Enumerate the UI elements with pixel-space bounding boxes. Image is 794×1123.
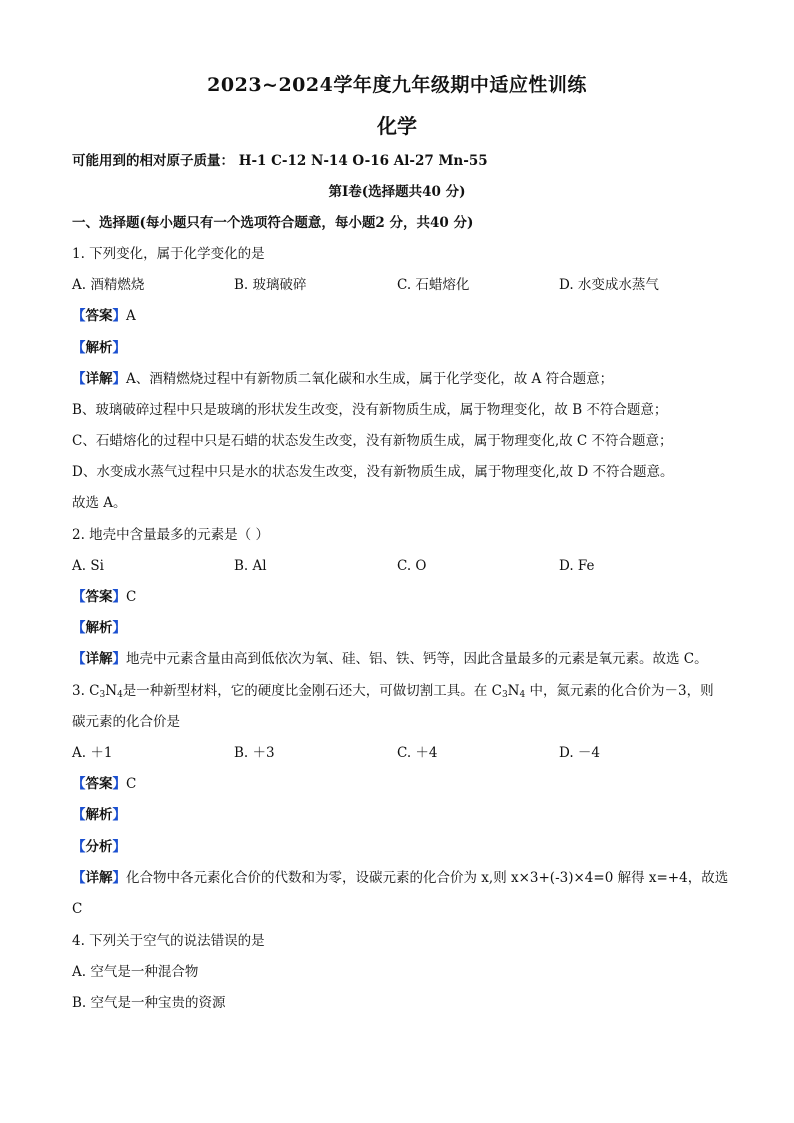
q2-option-a: A. Si (72, 558, 104, 574)
subject-title: 化学 (377, 114, 417, 138)
q1-detail-c: C、石蜡熔化的过程中只是石蜡的状态发生改变，没有新物质生成，属于物理变化,故 C 不符合题意； (72, 433, 673, 449)
q3-answer: 【答案】C (72, 776, 137, 792)
q1-option-c: C. 石蜡熔化 (397, 277, 470, 293)
answer-tag: 【答案】 (72, 308, 126, 324)
q3-stem-cont: 碳元素的化合价是 (72, 714, 180, 730)
q3-option-d: D. －4 (559, 745, 601, 761)
q3-option-a: A. ＋1 (72, 745, 113, 761)
q1-option-d: D. 水变成水蒸气 (559, 277, 659, 293)
volume-heading: 第I卷(选择题共40 分) (328, 184, 466, 200)
formula-c3n4: $C_3N_4$ (491, 683, 526, 700)
q3-analysis-tag: 【解析】 (72, 807, 126, 823)
q4-option-b: B. 空气是一种宝贵的资源 (72, 995, 226, 1011)
q1-conclusion: 故选 A。 (72, 495, 127, 511)
q3-detail-cont: C (72, 901, 83, 917)
answer-tag: 【答案】 (72, 589, 126, 605)
q4-stem: 4. 下列关于空气的说法错误的是 (72, 933, 265, 949)
q4-option-a: A. 空气是一种混合物 (72, 964, 199, 980)
q1-detail-d: D、水变成水蒸气过程中只是水的状态发生改变，没有新物质生成，属于物理变化,故 D 不符合题意。 (72, 464, 674, 480)
q1-answer: 【答案】A (72, 308, 136, 324)
exam-title: 2023~2024学年度九年级期中适应性训练 (207, 74, 587, 96)
q1-detail-a: 【详解】A、酒精燃烧过程中有新物质二氧化碳和水生成，属于化学变化，故 A 符合题意； (72, 371, 614, 387)
q2-option-b: B. Al (234, 558, 267, 574)
formula-c3n4: $C_3N_4$ (89, 683, 123, 700)
q3-stem: 3. $C_3N_4$是一种新型材料，它的硬度比金刚石还大，可做切割工具。在 $C_3N_4$ 中，氮元素的化合价为－3，则 (72, 683, 714, 700)
q1-analysis-tag: 【解析】 (72, 340, 126, 356)
q1-stem: 1. 下列变化，属于化学变化的是 (72, 246, 265, 262)
q2-option-c: C. O (397, 558, 427, 574)
q1-option-a: A. 酒精燃烧 (72, 277, 145, 293)
q2-detail: 【详解】地壳中元素含量由高到低依次为氧、硅、铝、铁、钙等，因此含量最多的元素是氧元素。故选 C。 (72, 651, 708, 667)
q2-analysis-tag: 【解析】 (72, 620, 126, 636)
q3-option-b: B. ＋3 (234, 745, 275, 761)
q2-stem: 2. 地壳中含量最多的元素是（ ） (72, 527, 269, 543)
detail-tag: 【详解】 (72, 371, 126, 387)
q3-detail: 【详解】化合物中各元素化合价的代数和为零，设碳元素的化合价为 x,则 x×3+(-3)×4=0 解得 x=+4，故选 (72, 870, 729, 886)
atomic-masses: 可能用到的相对原子质量： H-1 C-12 N-14 O-16 Al-27 Mn-55 (72, 153, 488, 169)
q3-fenxi-tag: 【分析】 (72, 839, 126, 855)
detail-tag: 【详解】 (72, 651, 126, 667)
q2-option-d: D. Fe (559, 558, 595, 574)
answer-tag: 【答案】 (72, 776, 126, 792)
detail-tag: 【详解】 (72, 870, 126, 886)
section-heading: 一、选择题(每小题只有一个选项符合题意，每小题2 分，共40 分) (72, 215, 474, 231)
q2-answer: 【答案】C (72, 589, 137, 605)
q3-option-c: C. ＋4 (397, 745, 438, 761)
q1-detail-b: B、玻璃破碎过程中只是玻璃的形状发生改变，没有新物质生成，属于物理变化，故 B 不符合题意； (72, 402, 668, 418)
q1-option-b: B. 玻璃破碎 (234, 277, 307, 293)
